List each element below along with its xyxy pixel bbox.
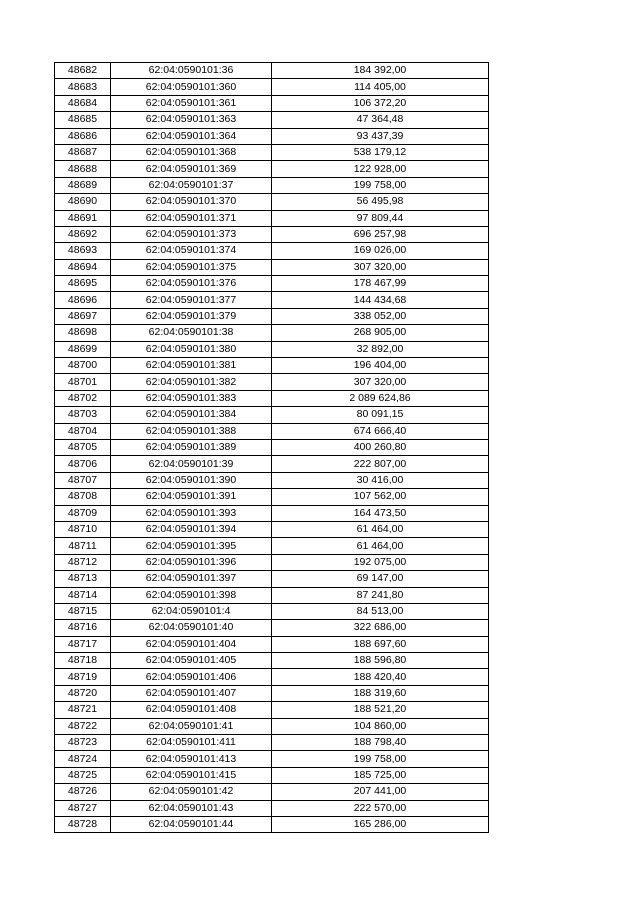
cadastral-value-cell: 69 147,00 xyxy=(272,571,489,587)
row-number-cell: 48706 xyxy=(55,456,111,472)
row-number-cell: 48692 xyxy=(55,226,111,242)
cadastral-number-cell: 62:04:0590101:408 xyxy=(111,702,272,718)
table-row xyxy=(55,554,489,570)
cadastral-number-cell: 62:04:0590101:398 xyxy=(111,587,272,603)
cadastral-value-cell: 307 320,00 xyxy=(272,374,489,390)
row-number-cell: 48688 xyxy=(55,161,111,177)
cadastral-value-cell: 188 420,40 xyxy=(272,669,489,685)
cadastral-value-cell: 188 521,20 xyxy=(272,702,489,718)
cadastral-number-cell: 62:04:0590101:364 xyxy=(111,128,272,144)
row-number-cell: 48701 xyxy=(55,374,111,390)
table-row xyxy=(55,374,489,390)
table-row xyxy=(55,439,489,455)
table-row xyxy=(55,210,489,226)
table-row xyxy=(55,407,489,423)
row-number-cell: 48683 xyxy=(55,79,111,95)
cadastral-number-cell: 62:04:0590101:39 xyxy=(111,456,272,472)
cadastral-number-cell: 62:04:0590101:368 xyxy=(111,144,272,160)
cadastral-number-cell: 62:04:0590101:394 xyxy=(111,521,272,537)
cadastral-number-cell: 62:04:0590101:40 xyxy=(111,620,272,636)
cadastral-value-cell: 56 495,98 xyxy=(272,194,489,210)
cadastral-number-cell: 62:04:0590101:395 xyxy=(111,538,272,554)
table-body xyxy=(55,63,489,833)
cadastral-value-cell: 222 570,00 xyxy=(272,800,489,816)
cadastral-value-cell: 178 467,99 xyxy=(272,276,489,292)
cadastral-number-cell: 62:04:0590101:396 xyxy=(111,554,272,570)
row-number-cell: 48682 xyxy=(55,63,111,79)
table-row xyxy=(55,767,489,783)
cadastral-number-cell: 62:04:0590101:379 xyxy=(111,308,272,324)
cadastral-number-cell: 62:04:0590101:36 xyxy=(111,63,272,79)
cadastral-value-table xyxy=(54,62,489,833)
cadastral-value-cell: 185 725,00 xyxy=(272,767,489,783)
table-row xyxy=(55,669,489,685)
cadastral-value-cell: 122 928,00 xyxy=(272,161,489,177)
cadastral-value-cell: 97 809,44 xyxy=(272,210,489,226)
table-row xyxy=(55,636,489,652)
row-number-cell: 48714 xyxy=(55,587,111,603)
cadastral-number-cell: 62:04:0590101:404 xyxy=(111,636,272,652)
cadastral-number-cell: 62:04:0590101:361 xyxy=(111,95,272,111)
cadastral-value-cell: 87 241,80 xyxy=(272,587,489,603)
table-row xyxy=(55,800,489,816)
table-row xyxy=(55,112,489,128)
cadastral-number-cell: 62:04:0590101:41 xyxy=(111,718,272,734)
cadastral-value-cell: 144 434,68 xyxy=(272,292,489,308)
table-row xyxy=(55,308,489,324)
row-number-cell: 48723 xyxy=(55,735,111,751)
cadastral-number-cell: 62:04:0590101:373 xyxy=(111,226,272,242)
table-row xyxy=(55,144,489,160)
row-number-cell: 48699 xyxy=(55,341,111,357)
row-number-cell: 48702 xyxy=(55,390,111,406)
table-row xyxy=(55,390,489,406)
table-row xyxy=(55,538,489,554)
cadastral-value-cell: 106 372,20 xyxy=(272,95,489,111)
row-number-cell: 48693 xyxy=(55,243,111,259)
table-row xyxy=(55,194,489,210)
cadastral-number-cell: 62:04:0590101:374 xyxy=(111,243,272,259)
table-row xyxy=(55,259,489,275)
cadastral-value-cell: 93 437,39 xyxy=(272,128,489,144)
row-number-cell: 48720 xyxy=(55,685,111,701)
cadastral-value-cell: 47 364,48 xyxy=(272,112,489,128)
row-number-cell: 48724 xyxy=(55,751,111,767)
table-row xyxy=(55,702,489,718)
row-number-cell: 48695 xyxy=(55,276,111,292)
table-row xyxy=(55,243,489,259)
row-number-cell: 48718 xyxy=(55,653,111,669)
cadastral-number-cell: 62:04:0590101:397 xyxy=(111,571,272,587)
row-number-cell: 48707 xyxy=(55,472,111,488)
row-number-cell: 48704 xyxy=(55,423,111,439)
row-number-cell: 48721 xyxy=(55,702,111,718)
cadastral-number-cell: 62:04:0590101:393 xyxy=(111,505,272,521)
cadastral-number-cell: 62:04:0590101:411 xyxy=(111,735,272,751)
table-row xyxy=(55,358,489,374)
row-number-cell: 48696 xyxy=(55,292,111,308)
row-number-cell: 48684 xyxy=(55,95,111,111)
table-row xyxy=(55,587,489,603)
cadastral-value-cell: 2 089 624,86 xyxy=(272,390,489,406)
row-number-cell: 48719 xyxy=(55,669,111,685)
cadastral-value-cell: 674 666,40 xyxy=(272,423,489,439)
cadastral-value-cell: 107 562,00 xyxy=(272,489,489,505)
cadastral-value-cell: 61 464,00 xyxy=(272,521,489,537)
row-number-cell: 48703 xyxy=(55,407,111,423)
table-row xyxy=(55,653,489,669)
cadastral-number-cell: 62:04:0590101:389 xyxy=(111,439,272,455)
row-number-cell: 48716 xyxy=(55,620,111,636)
cadastral-value-cell: 322 686,00 xyxy=(272,620,489,636)
cadastral-number-cell: 62:04:0590101:388 xyxy=(111,423,272,439)
cadastral-number-cell: 62:04:0590101:369 xyxy=(111,161,272,177)
table-row xyxy=(55,505,489,521)
cadastral-number-cell: 62:04:0590101:375 xyxy=(111,259,272,275)
cadastral-value-cell: 199 758,00 xyxy=(272,177,489,193)
table-row xyxy=(55,603,489,619)
cadastral-number-cell: 62:04:0590101:360 xyxy=(111,79,272,95)
row-number-cell: 48728 xyxy=(55,816,111,832)
row-number-cell: 48715 xyxy=(55,603,111,619)
cadastral-value-cell: 268 905,00 xyxy=(272,325,489,341)
cadastral-value-cell: 188 319,60 xyxy=(272,685,489,701)
cadastral-value-cell: 80 091,15 xyxy=(272,407,489,423)
table-row xyxy=(55,456,489,472)
table-row xyxy=(55,489,489,505)
cadastral-number-cell: 62:04:0590101:37 xyxy=(111,177,272,193)
cadastral-number-cell: 62:04:0590101:380 xyxy=(111,341,272,357)
table-row xyxy=(55,63,489,79)
row-number-cell: 48722 xyxy=(55,718,111,734)
cadastral-value-cell: 84 513,00 xyxy=(272,603,489,619)
table-row xyxy=(55,620,489,636)
table-row xyxy=(55,177,489,193)
cadastral-value-cell: 165 286,00 xyxy=(272,816,489,832)
table-row xyxy=(55,226,489,242)
cadastral-number-cell: 62:04:0590101:371 xyxy=(111,210,272,226)
table-row xyxy=(55,79,489,95)
cadastral-value-cell: 207 441,00 xyxy=(272,784,489,800)
cadastral-number-cell: 62:04:0590101:415 xyxy=(111,767,272,783)
table-row xyxy=(55,521,489,537)
row-number-cell: 48713 xyxy=(55,571,111,587)
table-row xyxy=(55,816,489,832)
row-number-cell: 48711 xyxy=(55,538,111,554)
cadastral-value-cell: 199 758,00 xyxy=(272,751,489,767)
cadastral-value-cell: 169 026,00 xyxy=(272,243,489,259)
row-number-cell: 48725 xyxy=(55,767,111,783)
row-number-cell: 48685 xyxy=(55,112,111,128)
cadastral-value-cell: 222 807,00 xyxy=(272,456,489,472)
cadastral-value-cell: 188 798,40 xyxy=(272,735,489,751)
table-row xyxy=(55,571,489,587)
row-number-cell: 48726 xyxy=(55,784,111,800)
cadastral-number-cell: 62:04:0590101:43 xyxy=(111,800,272,816)
cadastral-value-cell: 188 697,60 xyxy=(272,636,489,652)
cadastral-value-cell: 184 392,00 xyxy=(272,63,489,79)
table-row xyxy=(55,472,489,488)
table-row xyxy=(55,128,489,144)
table-row xyxy=(55,95,489,111)
table-row xyxy=(55,751,489,767)
table-row xyxy=(55,292,489,308)
row-number-cell: 48698 xyxy=(55,325,111,341)
cadastral-number-cell: 62:04:0590101:382 xyxy=(111,374,272,390)
row-number-cell: 48689 xyxy=(55,177,111,193)
cadastral-number-cell: 62:04:0590101:413 xyxy=(111,751,272,767)
table-row xyxy=(55,735,489,751)
cadastral-value-cell: 61 464,00 xyxy=(272,538,489,554)
cadastral-number-cell: 62:04:0590101:391 xyxy=(111,489,272,505)
table-row xyxy=(55,325,489,341)
cadastral-value-cell: 188 596,80 xyxy=(272,653,489,669)
cadastral-value-cell: 400 260,80 xyxy=(272,439,489,455)
cadastral-number-cell: 62:04:0590101:405 xyxy=(111,653,272,669)
cadastral-number-cell: 62:04:0590101:381 xyxy=(111,358,272,374)
table-row xyxy=(55,161,489,177)
cadastral-number-cell: 62:04:0590101:38 xyxy=(111,325,272,341)
row-number-cell: 48705 xyxy=(55,439,111,455)
cadastral-number-cell: 62:04:0590101:363 xyxy=(111,112,272,128)
cadastral-number-cell: 62:04:0590101:370 xyxy=(111,194,272,210)
cadastral-value-cell: 30 416,00 xyxy=(272,472,489,488)
cadastral-value-cell: 338 052,00 xyxy=(272,308,489,324)
row-number-cell: 48712 xyxy=(55,554,111,570)
cadastral-value-cell: 196 404,00 xyxy=(272,358,489,374)
row-number-cell: 48697 xyxy=(55,308,111,324)
row-number-cell: 48686 xyxy=(55,128,111,144)
cadastral-value-cell: 164 473,50 xyxy=(272,505,489,521)
cadastral-number-cell: 62:04:0590101:384 xyxy=(111,407,272,423)
table-row xyxy=(55,784,489,800)
table-row xyxy=(55,685,489,701)
table-row xyxy=(55,423,489,439)
cadastral-number-cell: 62:04:0590101:376 xyxy=(111,276,272,292)
table-row xyxy=(55,718,489,734)
cadastral-number-cell: 62:04:0590101:377 xyxy=(111,292,272,308)
cadastral-number-cell: 62:04:0590101:42 xyxy=(111,784,272,800)
row-number-cell: 48690 xyxy=(55,194,111,210)
cadastral-number-cell: 62:04:0590101:44 xyxy=(111,816,272,832)
cadastral-value-cell: 32 892,00 xyxy=(272,341,489,357)
row-number-cell: 48709 xyxy=(55,505,111,521)
row-number-cell: 48708 xyxy=(55,489,111,505)
cadastral-number-cell: 62:04:0590101:406 xyxy=(111,669,272,685)
row-number-cell: 48717 xyxy=(55,636,111,652)
cadastral-number-cell: 62:04:0590101:390 xyxy=(111,472,272,488)
cadastral-value-cell: 538 179,12 xyxy=(272,144,489,160)
row-number-cell: 48691 xyxy=(55,210,111,226)
cadastral-value-cell: 114 405,00 xyxy=(272,79,489,95)
row-number-cell: 48687 xyxy=(55,144,111,160)
cadastral-value-cell: 696 257,98 xyxy=(272,226,489,242)
cadastral-number-cell: 62:04:0590101:4 xyxy=(111,603,272,619)
cadastral-value-cell: 104 860,00 xyxy=(272,718,489,734)
cadastral-number-cell: 62:04:0590101:383 xyxy=(111,390,272,406)
row-number-cell: 48694 xyxy=(55,259,111,275)
cadastral-number-cell: 62:04:0590101:407 xyxy=(111,685,272,701)
row-number-cell: 48700 xyxy=(55,358,111,374)
row-number-cell: 48727 xyxy=(55,800,111,816)
row-number-cell: 48710 xyxy=(55,521,111,537)
cadastral-value-cell: 192 075,00 xyxy=(272,554,489,570)
table-row xyxy=(55,276,489,292)
table-row xyxy=(55,341,489,357)
cadastral-value-cell: 307 320,00 xyxy=(272,259,489,275)
